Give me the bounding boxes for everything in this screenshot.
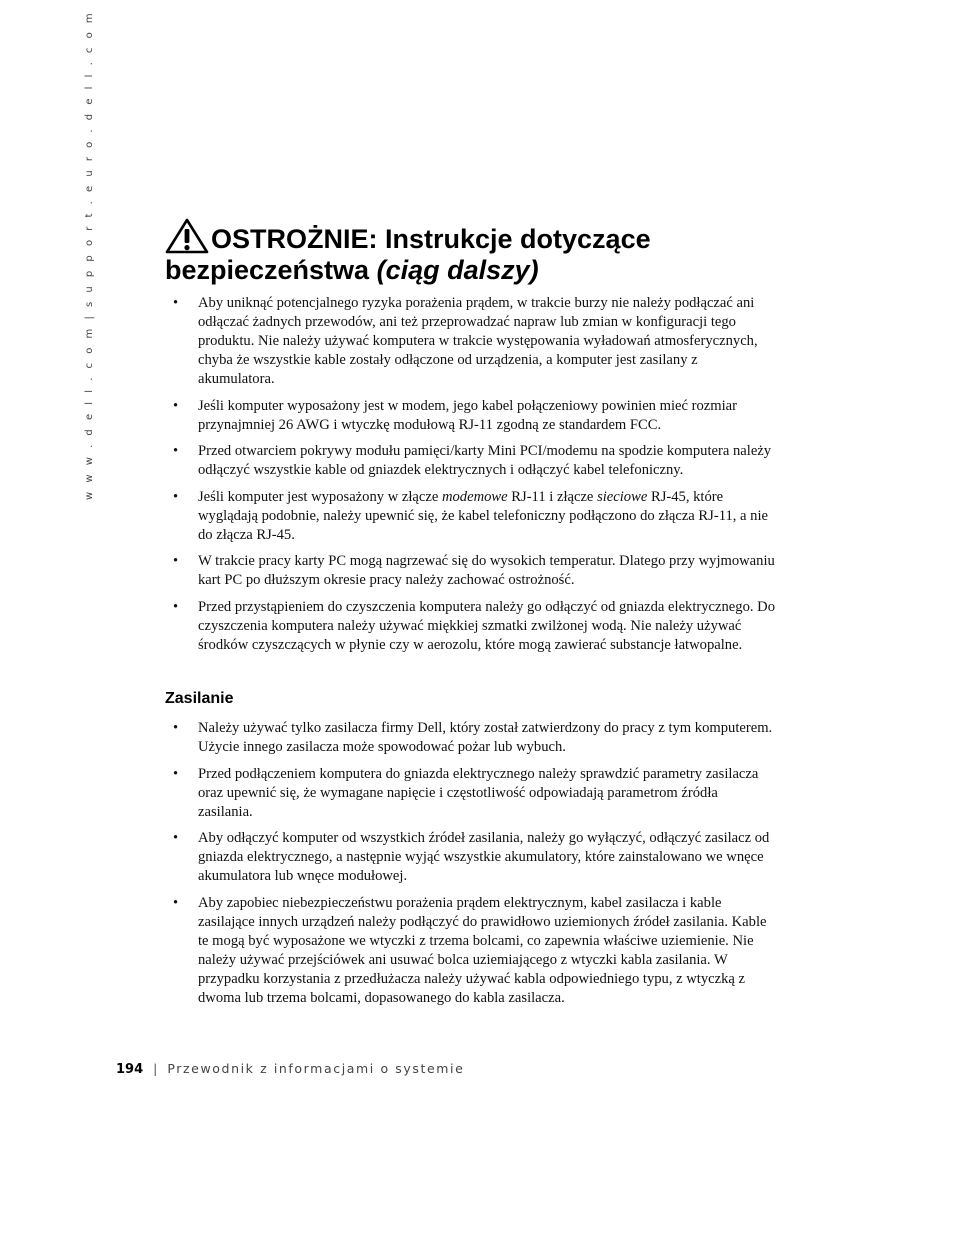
heading-main: OSTROŻNIE: Instrukcje dotyczące bezpieczeństwa <box>165 224 651 285</box>
list-item-text: Aby uniknąć potencjalnego ryzyka porażenia prądem, w trakcie burzy nie należy podłączać ani odłączać żadnych przewodów, ani też przeprowadzać napraw lub zmian w konfiguracji tego produktu. Nie należy używać komputera w trakcie występowania wyładowań atmosferycznych, chyba że wszystkie kable zostały odłączone od urządzenia, a komputer jest zasilany z akumulatora. <box>198 295 758 387</box>
list-item-text: Jeśli komputer jest wyposażony w złącze modemowe RJ-11 i złącze sieciowe RJ-45, które wyglądają podobnie, należy upewnić się, że kabel telefoniczny podłączono do złącza RJ-11, a nie do złącza RJ-45. <box>198 488 769 543</box>
list-item-text: Należy używać tylko zasilacza firmy Dell, który został zatwierdzony do pracy z tym komputerem. Użycie innego zasilacza może spowodować pożar lub wybuch. <box>198 720 773 755</box>
heading-continued: (ciąg dalszy) <box>376 255 539 285</box>
list-item: • W trakcie pracy karty PC mogą nagrzewać się do wysokich temperatur. Dlatego przy wyjmowaniu kart PC po dłuższym okresie pracy należy zachować ostrożność. <box>173 553 775 588</box>
power-instructions-list <box>170 719 775 1015</box>
warning-triangle-icon <box>165 218 209 254</box>
page-footer <box>116 1061 464 1077</box>
list-item-text: W trakcie pracy karty PC mogą nagrzewać się do wysokich temperatur. Dlatego przy wyjmowaniu kart PC po dłuższym okresie pracy należy zachować ostrożność. <box>198 553 775 588</box>
list-item: • Jeśli komputer jest wyposażony w złącze modemowe RJ-11 i złącze sieciowe RJ-45, które wyglądają podobnie, należy upewnić się, że kabel telefoniczny podłączono do złącza RJ-11, a nie do złącza RJ-45. <box>173 488 769 543</box>
emphasis-network: sieciowe <box>597 488 648 505</box>
safety-instructions-list <box>170 294 775 662</box>
section-heading-power: Zasilanie <box>165 690 234 707</box>
list-item-text: Przed otwarciem pokrywy modułu pamięci/karty Mini PCI/modemu na spodzie komputera należy odłączyć wszystkie kable od gniazdek elektrycznych i odłączyć kabel telefoniczny. <box>198 443 772 478</box>
page-number: 194 <box>116 1062 144 1077</box>
list-item-text: Przed podłączeniem komputera do gniazda elektrycznego należy sprawdzić parametry zasilacza oraz upewnić się, że wymagane napięcie i częstotliwość odpowiadają parametrom źródła zasilania. <box>198 765 759 820</box>
list-item: • Jeśli komputer wyposażony jest w modem, jego kabel połączeniowy powinien mieć rozmiar przynajmniej 26 AWG i wtyczkę modułową RJ-11 zgodną ze standardem FCC. <box>173 397 738 433</box>
list-item-text: Jeśli komputer wyposażony jest w modem, jego kabel połączeniowy powinien mieć rozmiar przynajmniej 26 AWG i wtyczkę modułową RJ-11 zgodną ze standardem FCC. <box>198 397 738 433</box>
list-item: • Aby uniknąć potencjalnego ryzyka porażenia prądem, w trakcie burzy nie należy podłączać ani odłączać żadnych przewodów, ani też przeprowadzać napraw lub zmian w konfiguracji tego produktu. Nie należy używać komputera w trakcie występowania wyładowań atmosferycznych, chyba że wszystkie kable zostały odłączone od urządzenia, a komputer jest zasilany z akumulatora. <box>173 295 758 387</box>
list-item: • Przed przystąpieniem do czyszczenia komputera należy go odłączyć od gniazda elektrycznego. Do czyszczenia komputera należy używać miękkiej szmatki zwilżonej wodą. Nie należy używać środków czyszczących w płynie czy w aerozolu, które mogą zawierać substancje łatwopalne. <box>173 598 776 653</box>
list-item: • Przed podłączeniem komputera do gniazda elektrycznego należy sprawdzić parametry zasilacza oraz upewnić się, że wymagane napięcie i częstotliwość odpowiadają parametrom źródła zasilania. <box>173 765 759 820</box>
list-item: • Należy używać tylko zasilacza firmy Dell, który został zatwierdzony do pracy z tym komputerem. Użycie innego zasilacza może spowodować pożar lub wybuch. <box>173 720 773 755</box>
list-item: • Przed otwarciem pokrywy modułu pamięci/karty Mini PCI/modemu na spodzie komputera należy odłączyć wszystkie kable od gniazdek elektrycznych i odłączyć kabel telefoniczny. <box>173 443 772 478</box>
footer-separator: | <box>153 1061 158 1076</box>
emphasis-modem: modemowe <box>441 488 508 505</box>
list-item-text: Aby zapobiec niebezpieczeństwu porażenia prądem elektrycznym, kabel zasilacza i kable zasilające innych urządzeń należy podłączyć do prawidłowo uziemionych źródeł zasilania. Kable te mogą być wyposażone we wtyczki z trzema bolcami, co zapewnia właściwe uziemienie. Nie należy używać przejściówek ani usuwać bolca uziemiającego z wtyczki kabla zasilania. W przypadku korzystania z przedłużacza należy używać kabla odpowiedniego typu, z wtyczką z dwoma lub trzema bolcami, dopasowanego do kabla zasilacza. <box>198 894 767 1006</box>
list-item: • Aby odłączyć komputer od wszystkich źródeł zasilania, należy go wyłączyć, odłączyć zasilacz od gniazda elektrycznego, a następnie wyjąć wszystkie akumulatory, które zainstalowano we wnęce akumulatora lub wnęce modułowej. <box>173 830 770 884</box>
list-item-text: Aby odłączyć komputer od wszystkich źródeł zasilania, należy go wyłączyć, odłączyć zasilacz od gniazda elektrycznego, a następnie wyjąć wszystkie akumulatory, które zainstalowano we wnęce akumulatora lub wnęce modułowej. <box>198 830 770 884</box>
list-item: • Aby zapobiec niebezpieczeństwu porażenia prądem elektrycznym, kabel zasilacza i kable zasilające innych urządzeń należy podłączyć do prawidłowo uziemionych źródeł zasilania. Kable te mogą być wyposażone we wtyczki z trzema bolcami, co zapewnia właściwe uziemienie. Nie należy używać przejściówek ani usuwać bolca uziemiającego z wtyczki kabla zasilania. W przypadku korzystania z przedłużacza należy używać kabla odpowiedniego typu, z wtyczką z dwoma lub trzema bolcami, dopasowanego do kabla zasilacza. <box>173 894 767 1006</box>
list-item-text: Przed przystąpieniem do czyszczenia komputera należy go odłączyć od gniazda elektrycznego. Do czyszczenia komputera należy używać miękkiej szmatki zwilżonej wodą. Nie należy używać środków czyszczących w płynie czy w aerozolu, które mogą zawierać substancje łatwopalne. <box>198 598 776 653</box>
side-url-text: w w w . d e l l . c o m | s u p p o r t . e u r o . d e l l . c o m <box>84 10 95 500</box>
page-heading <box>165 218 785 286</box>
footer-title: Przewodnik z informacjami o systemie <box>167 1061 465 1076</box>
